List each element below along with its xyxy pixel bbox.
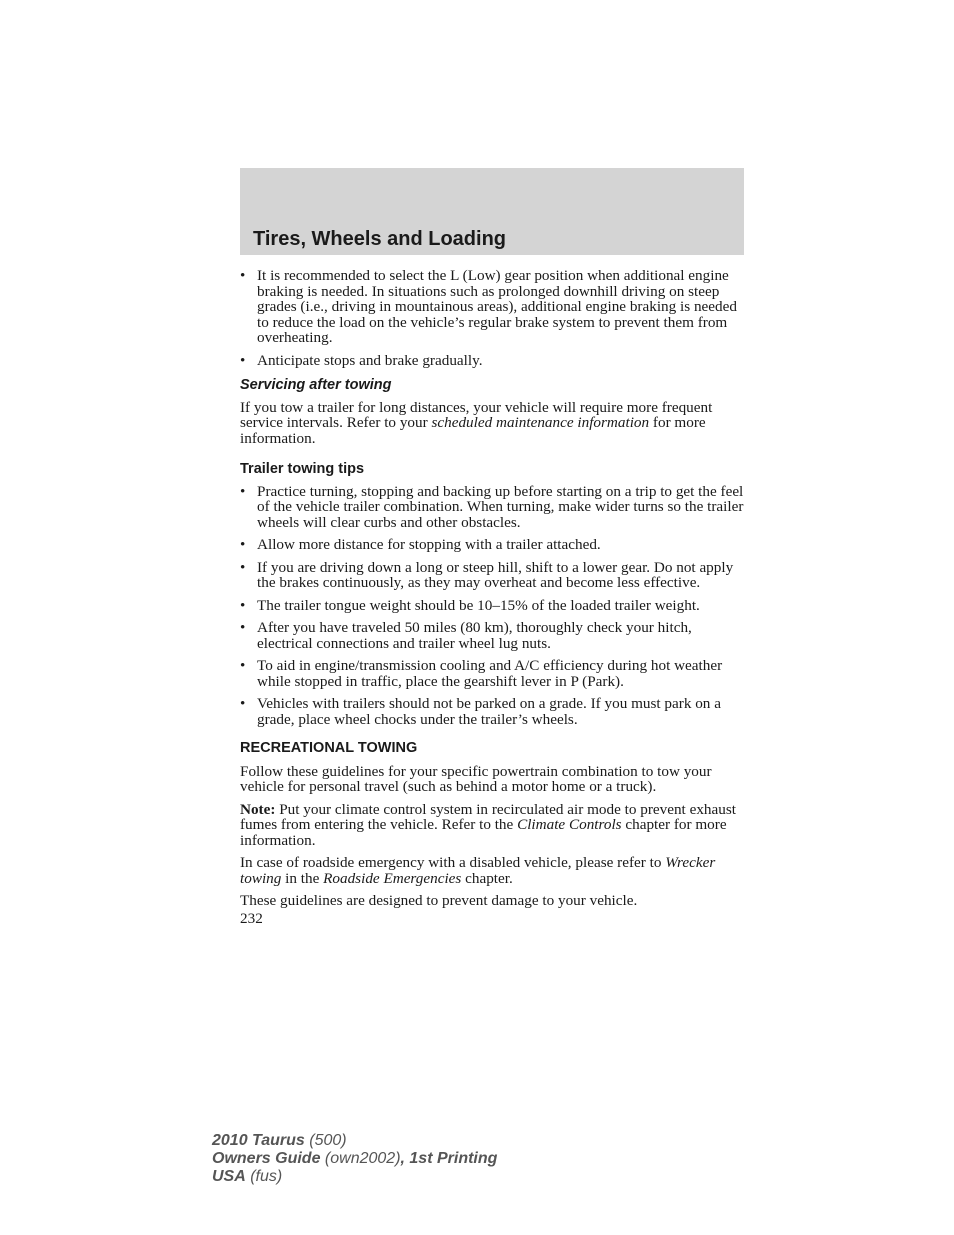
footer-region-code: (fus): [245, 1168, 283, 1185]
list-item: • To aid in engine/transmission cooling and A/C efficiency during hot weather while stopped in traffic, place the gearshift lever in P (Park).: [240, 658, 746, 689]
footer-guide-code: (own2002): [320, 1150, 401, 1167]
chapter-header-band: [240, 168, 744, 255]
chapter-title: Tires, Wheels and Loading: [253, 228, 507, 250]
note-text: Put your climate control system in recirculated air mode to prevent exhaust fumes from entering the vehicle. Refer to the: [240, 800, 736, 833]
servicing-text: If you tow a trailer for long distances, your vehicle will require more frequent service intervals. Refer to your: [240, 398, 713, 431]
tips-bullet-list: [240, 484, 746, 728]
list-item: • Practice turning, stopping and backing up before starting on a trip to get the feel of the vehicle trailer combination. When turning, make wider turns so the trailer wheels will clear curbs and other obstacles.: [240, 484, 746, 531]
servicing-paragraph: [240, 400, 746, 447]
roadside-emergencies-reference: Roadside Emergencies: [323, 869, 462, 887]
footer-line-region: [212, 1168, 497, 1186]
list-item: • After you have traveled 50 miles (80 km), thoroughly check your hitch, electrical connections and trailer wheel lug nuts.: [240, 620, 746, 651]
scheduled-maintenance-reference: scheduled maintenance information: [431, 414, 650, 431]
roadside-text-end: chapter.: [461, 869, 513, 887]
list-item: • It is recommended to select the L (Low) gear position when additional engine braking is needed. In situations such as prolonged downhill driving on steep grades (i.e., driving in mountainous areas), additional engine braking is needed to reduce the load on the vehicle’s regular brake system to prevent them from overheating.: [240, 268, 746, 346]
note-label: Note:: [240, 800, 276, 818]
footer-region: USA: [212, 1168, 246, 1185]
list-item: • If you are driving down a long or steep hill, shift to a lower gear. Do not apply the brakes continuously, as they may overheat and become less effective.: [240, 560, 746, 591]
recreational-towing-heading: RECREATIONAL TOWING: [240, 740, 418, 756]
footer-line-guide: [212, 1150, 497, 1168]
servicing-text-end: for more information.: [240, 414, 706, 447]
note-text-end: chapter for more information.: [240, 816, 727, 849]
page-number: 232: [240, 909, 263, 927]
servicing-heading: Servicing after towing: [240, 377, 392, 393]
wrecker-towing-reference: Wrecker towing: [240, 854, 716, 887]
list-item: • Vehicles with trailers should not be parked on a grade. If you must park on a grade, place wheel chocks under the trailer’s wheels.: [240, 696, 746, 727]
footer-printing: , 1st Printing: [400, 1150, 498, 1167]
list-item: • Allow more distance for stopping with a trailer attached.: [240, 537, 746, 553]
roadside-paragraph: [240, 855, 746, 886]
page-content: [240, 268, 746, 926]
roadside-text: In case of roadside emergency with a disabled vehicle, please refer to: [240, 854, 666, 871]
intro-bullet-list: [240, 268, 746, 368]
recreational-intro: Follow these guidelines for your specific powertrain combination to tow your vehicle for personal travel (such as behind a motor home or a truck).: [240, 762, 712, 795]
footer-guide: Owners Guide: [212, 1150, 321, 1167]
climate-controls-reference: Climate Controls: [517, 816, 622, 833]
document-footer: [212, 1132, 497, 1186]
list-item: • Anticipate stops and brake gradually.: [240, 353, 746, 369]
list-item: • The trailer tongue weight should be 10–15% of the loaded trailer weight.: [240, 598, 746, 614]
footer-line-model: [212, 1132, 497, 1150]
footer-model: 2010 Taurus: [212, 1132, 305, 1149]
footer-model-code: (500): [304, 1132, 347, 1149]
note-paragraph: [240, 802, 746, 849]
roadside-text-middle: in the: [281, 869, 324, 887]
tips-heading: Trailer towing tips: [240, 461, 365, 477]
guidelines-paragraph: These guidelines are designed to prevent damage to your vehicle.: [240, 892, 638, 909]
